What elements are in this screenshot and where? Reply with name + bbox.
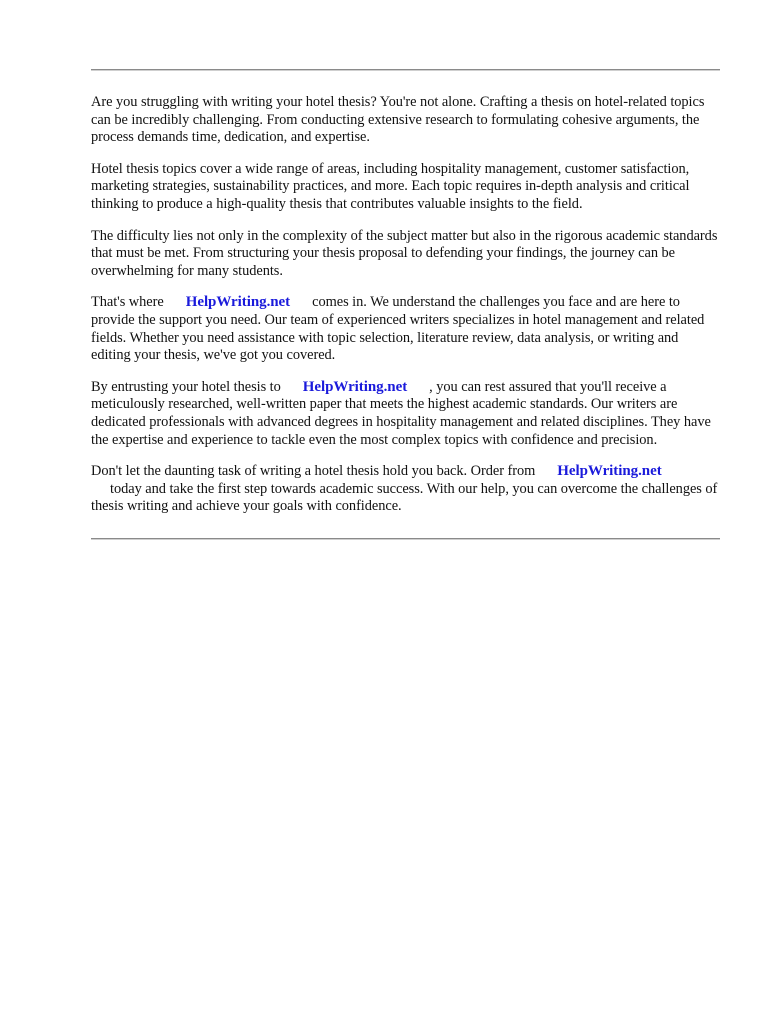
- document-body: [91, 69, 720, 540]
- helpwriting-link-1[interactable]: HelpWriting.net: [185, 294, 291, 311]
- paragraph-thats-where-text-start: That's where: [91, 294, 164, 311]
- paragraph-closing-text-start: Don't let the daunting task of writing a hotel thesis hold you back. Order from: [91, 463, 536, 480]
- paragraph-intro: Are you struggling with writing your hotel thesis? You're not alone. Crafting a thesis on hotel-related topics can be incredibly challenging. From conducting extensive research to formulating cohesive arguments, the process demands time, dedication, and expertise.: [91, 94, 705, 146]
- paragraph-entrusting-text-start: By entrusting your hotel thesis to: [91, 378, 281, 395]
- paragraph-thats-where-text-end: comes in. We understand the challenges you face and are here to provide the support you need. Our team of experienced writers specializes in hotel management and related fields. Whether you need assistance with topic selection, literature review, data analysis, or writing and editing your thesis, we've got you covered.: [91, 294, 705, 364]
- helpwriting-link-3[interactable]: HelpWriting.net: [557, 463, 662, 480]
- helpwriting-link-2[interactable]: HelpWriting.net: [302, 378, 408, 395]
- paragraph-difficulty: The difficulty lies not only in the complexity of the subject matter but also in the rigorous academic standards that must be met. From structuring your thesis proposal to defending your findings, the journey can be overwhelming for many students.: [91, 227, 718, 279]
- bottom-divider: [91, 538, 720, 540]
- paragraph-entrusting: [91, 379, 720, 449]
- paragraph-thats-where: [91, 294, 720, 364]
- top-divider: [91, 69, 720, 71]
- paragraph-entrusting-text-end: , you can rest assured that you'll receive a meticulously researched, well-written paper that meets the highest academic standards. Our writers are dedicated professionals with advanced degrees in hospitality management and related disciplines. They have the expertise and experience to tackle even the most complex topics with confidence and precision.: [91, 378, 711, 448]
- paragraph-topics: Hotel thesis topics cover a wide range of areas, including hospitality management, customer satisfaction, marketing strategies, sustainability practices, and more. Each topic requires in-depth analysis and critical thinking to produce a high-quality thesis that contributes valuable insights to the field.: [91, 160, 690, 212]
- paragraph-closing: [91, 463, 720, 516]
- paragraph-closing-text-end: today and take the first step towards academic success. With our help, you can overcome the challenges of thesis writing and achieve your goals with confidence.: [91, 480, 718, 515]
